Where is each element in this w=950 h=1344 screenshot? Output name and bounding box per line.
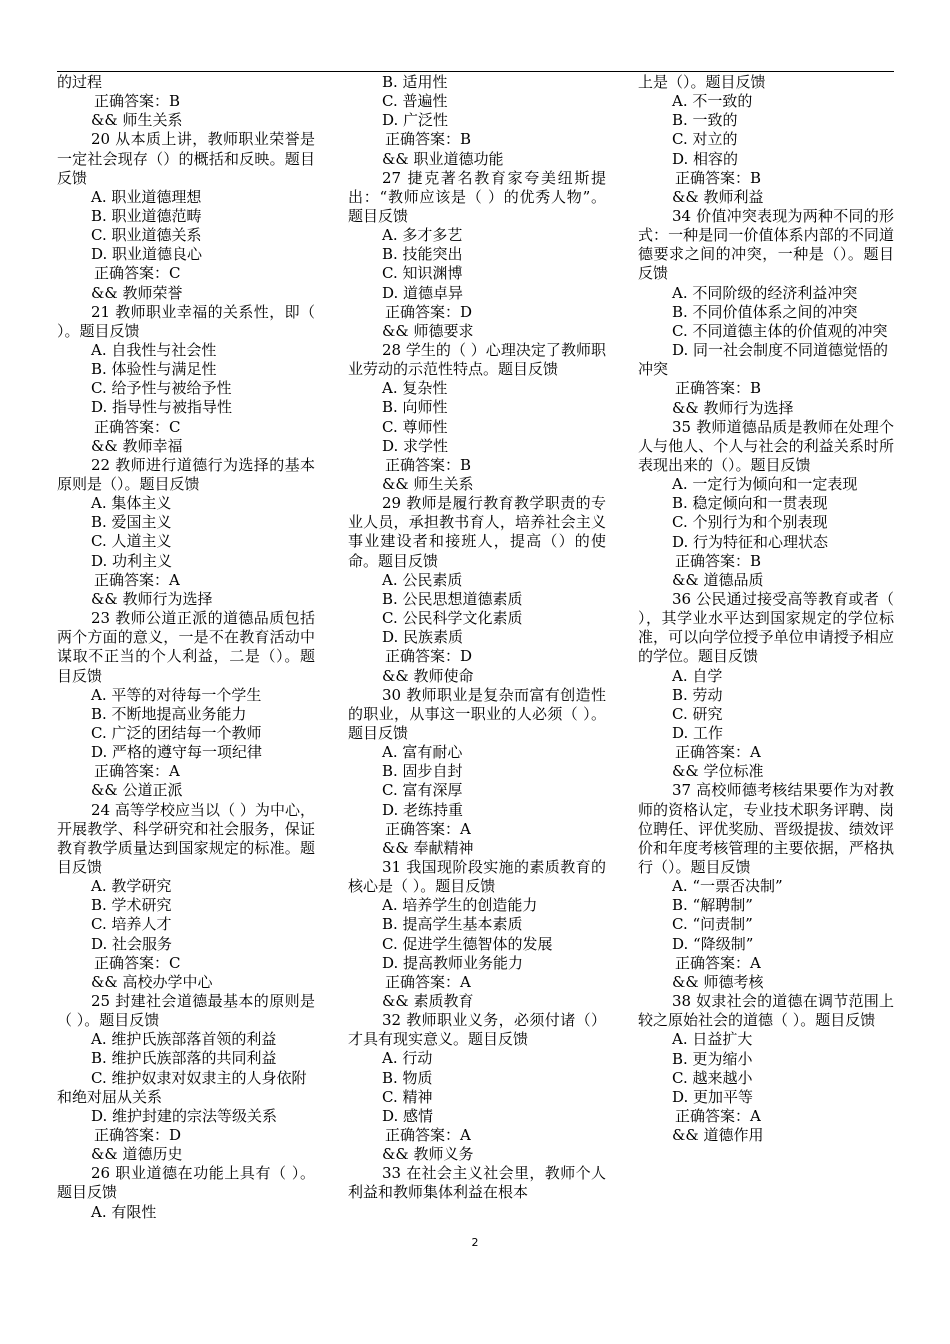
header-rule xyxy=(57,71,894,72)
option: B. 技能突出 xyxy=(382,245,463,264)
answer: 正确答案：B xyxy=(675,551,762,570)
option: A. 集体主义 xyxy=(91,494,172,513)
option: D. 广泛性 xyxy=(382,111,449,130)
answer: 正确答案：C xyxy=(94,953,181,972)
tag: && 教师行为选择 xyxy=(672,398,794,417)
option: B. 固步自封 xyxy=(382,762,463,781)
option: C. 尊师性 xyxy=(382,417,448,436)
option: A. 有限性 xyxy=(91,1202,157,1221)
option: A. 教学研究 xyxy=(91,877,172,896)
question-22: 22 教师进行道德行为选择的基本原则是（）。题目反馈 xyxy=(57,455,315,494)
question-25: 25 封建社会道德最基本的原则是（ ）。题目反馈 xyxy=(57,991,315,1030)
answer: 正确答案：C xyxy=(94,264,181,283)
option: C. 不同道德主体的价值观的冲突 xyxy=(672,321,888,340)
option: A. 不同阶级的经济利益冲突 xyxy=(672,283,858,302)
answer: 正确答案：A xyxy=(675,953,761,972)
option: D. “降级制” xyxy=(672,934,754,953)
answer: 正确答案：A xyxy=(675,1106,761,1125)
answer: 正确答案：A xyxy=(94,762,180,781)
option: C. 富有深厚 xyxy=(382,781,463,800)
option: B. 体验性与满足性 xyxy=(91,360,217,379)
option: D. 社会服务 xyxy=(91,934,173,953)
question-29: 29 教师是履行教育教学职责的专业人员，承担教书育人，培养社会主义事业建设者和接班人，提高（）的使命。题目反馈 xyxy=(348,494,606,570)
column-2 xyxy=(348,73,606,1203)
tag: && 道德作用 xyxy=(672,1126,764,1145)
continued-text: 的过程 xyxy=(57,73,103,91)
tag: && 教师幸福 xyxy=(91,436,183,455)
option: A. 职业道德理想 xyxy=(91,187,202,206)
option: A. 维护氏族部落首领的利益 xyxy=(91,1030,277,1049)
answer: 正确答案：B xyxy=(385,455,472,474)
answer: 正确答案：A xyxy=(385,1125,471,1144)
option: D. 道德卓异 xyxy=(382,283,464,302)
option: B. 提高学生基本素质 xyxy=(382,915,523,934)
option: A. 行动 xyxy=(382,1049,433,1068)
option: D. 感情 xyxy=(382,1106,434,1125)
option: B. 一致的 xyxy=(672,111,738,130)
option: D. 工作 xyxy=(672,724,724,742)
option: B. 劳动 xyxy=(672,685,723,704)
option: C. 广泛的团结每一个教师 xyxy=(91,723,262,742)
answer: 正确答案：D xyxy=(385,647,473,666)
answer: 正确答案：A xyxy=(385,972,471,991)
answer: 正确答案：B xyxy=(385,130,472,149)
option: D. 指导性与被指导性 xyxy=(91,398,233,417)
option: B. 稳定倾向和一贯表现 xyxy=(672,494,828,513)
option: C. 维护奴隶对奴隶主的人身依附和绝对屈从关系 xyxy=(57,1068,307,1106)
option: B. 爱国主义 xyxy=(91,513,172,532)
option: D. 同一社会制度不同道德觉悟的冲突 xyxy=(638,341,889,379)
option: D. 行为特征和心理状态 xyxy=(672,532,829,551)
answer: 正确答案：A xyxy=(385,819,471,838)
option: A. 多才多艺 xyxy=(382,226,463,245)
option: B. 维护氏族部落的共同利益 xyxy=(91,1049,277,1068)
option: A. 公民素质 xyxy=(382,570,463,589)
tag: && 职业道德功能 xyxy=(382,149,504,168)
option: A. 自我性与社会性 xyxy=(91,341,217,360)
option: C. 给予性与被给予性 xyxy=(91,379,232,398)
tag: && 素质教育 xyxy=(382,991,474,1010)
option: C. 研究 xyxy=(672,704,723,723)
question-27: 27 捷克著名教育家夸美纽斯提出：“教师应该是（ ）的优秀人物”。题目反馈 xyxy=(348,168,606,226)
option: B. 不同价值体系之间的冲突 xyxy=(672,302,858,321)
option: D. 更加平等 xyxy=(672,1087,754,1106)
column-1 xyxy=(57,73,315,1222)
option: C. 人道主义 xyxy=(91,532,172,551)
option: D. 提高教师业务能力 xyxy=(382,953,524,972)
question-26: 26 职业道德在功能上具有（ ）。题目反馈 xyxy=(57,1164,315,1202)
question-38: 38 奴隶社会的道德在调节范围上较之原始社会的道德（ ）。题目反馈 xyxy=(638,992,894,1030)
option: C. “问责制” xyxy=(672,915,753,934)
option: B. 适用性 xyxy=(382,73,448,91)
tag: && 道德历史 xyxy=(91,1145,183,1164)
option: A. 日益扩大 xyxy=(672,1030,753,1049)
question-33: 33 在社会主义社会里，教师个人利益和教师集体利益在根本 xyxy=(348,1164,606,1202)
option: B. 更为缩小 xyxy=(672,1049,753,1068)
question-37: 37 高校师德考核结果要作为对教师的资格认定，专业技术职务评聘、岗位聘任、评优奖励、晋级提拔、绩效评价和年度考核管理的主要依据，严格执行（）。题目反馈 xyxy=(638,781,894,877)
question-34: 34 价值冲突表现为两种不同的形式：一种是同一价值体系内部的不同道德要求之间的冲突，一种是（）。题目反馈 xyxy=(638,206,894,283)
tag: && 道德品质 xyxy=(672,570,764,589)
option: B. “解聘制” xyxy=(672,896,753,915)
option: C. 对立的 xyxy=(672,130,738,149)
option: A. 培养学生的创造能力 xyxy=(382,896,538,915)
answer: 正确答案：C xyxy=(94,417,181,436)
question-31: 31 我国现阶段实施的素质教育的核心是（ ）。题目反馈 xyxy=(348,857,606,896)
option: D. 职业道德良心 xyxy=(91,245,203,264)
question-30: 30 教师职业是复杂而富有创造性的职业，从事这一职业的人必须（ ）。题目反馈 xyxy=(348,685,606,742)
option: B. 向师性 xyxy=(382,398,448,417)
tag: && 高校办学中心 xyxy=(91,972,213,991)
option: A. 一定行为倾向和一定表现 xyxy=(672,475,858,494)
tag: && 教师利益 xyxy=(672,187,764,206)
option: A. 复杂性 xyxy=(382,379,448,398)
option: D. 民族素质 xyxy=(382,628,464,647)
option: B. 学术研究 xyxy=(91,896,172,915)
answer: 正确答案：A xyxy=(675,743,761,762)
option: C. 个别行为和个别表现 xyxy=(672,513,828,532)
option: A. 自学 xyxy=(672,666,723,685)
option: D. 严格的遵守每一项纪律 xyxy=(91,743,263,762)
continued-text: 上是（）。题目反馈 xyxy=(638,73,766,91)
tag: && 公道正派 xyxy=(91,781,183,800)
option: C. 知识渊博 xyxy=(382,264,463,283)
tag: && 师生关系 xyxy=(382,475,474,494)
tag: && 教师荣誉 xyxy=(91,283,183,302)
option: C. 培养人才 xyxy=(91,915,172,934)
option: B. 公民思想道德素质 xyxy=(382,589,523,608)
column-3 xyxy=(638,73,894,1145)
option: D. 维护封建的宗法等级关系 xyxy=(91,1106,278,1125)
tag: && 师生关系 xyxy=(91,111,183,130)
answer: 正确答案：D xyxy=(94,1126,182,1145)
tag: && 学位标准 xyxy=(672,762,764,781)
question-21: 21 教师职业幸福的关系性，即（ ）。题目反馈 xyxy=(57,302,315,340)
tag: && 奉献精神 xyxy=(382,838,474,857)
tag: && 师德考核 xyxy=(672,972,764,991)
answer: 正确答案：B xyxy=(94,92,181,111)
page-number: 2 xyxy=(471,1236,479,1249)
option: D. 老练持重 xyxy=(382,800,464,819)
tag: && 教师行为选择 xyxy=(91,589,213,608)
option: B. 物质 xyxy=(382,1068,433,1087)
option: A. 平等的对待每一个学生 xyxy=(91,685,262,704)
option: C. 职业道德关系 xyxy=(91,226,202,245)
answer: 正确答案：A xyxy=(94,570,180,589)
option: C. 公民科学文化素质 xyxy=(382,609,523,628)
option: D. 求学性 xyxy=(382,436,449,455)
tag: && 师德要求 xyxy=(382,321,474,340)
option: A. “一票否决制” xyxy=(672,877,783,896)
option: D. 功利主义 xyxy=(91,551,173,570)
question-32: 32 教师职业义务，必须付诸（）才具有现实意义。题目反馈 xyxy=(348,1011,606,1049)
answer: 正确答案：B xyxy=(675,168,762,187)
question-23: 23 教师公道正派的道德品质包括两个方面的意义，一是不在教育活动中谋取不正当的个人利益，二是（）。题目反馈 xyxy=(57,609,315,685)
tag: && 教师义务 xyxy=(382,1145,474,1164)
option: C. 精神 xyxy=(382,1087,433,1106)
question-35: 35 教师道德品质是教师在处理个人与他人、个人与社会的利益关系时所表现出来的（）。题目反馈 xyxy=(638,417,894,474)
option: D. 相容的 xyxy=(672,149,739,168)
option: B. 不断地提高业务能力 xyxy=(91,704,247,723)
question-20: 20 从本质上讲，教师职业荣誉是一定社会现存（）的概括和反映。题目反馈 xyxy=(57,130,315,187)
tag: && 教师使命 xyxy=(382,666,474,685)
option: B. 职业道德范畴 xyxy=(91,207,202,226)
option: A. 富有耐心 xyxy=(382,743,463,762)
answer: 正确答案：D xyxy=(385,302,473,321)
answer: 正确答案：B xyxy=(675,379,762,398)
option: C. 普遍性 xyxy=(382,92,448,111)
question-36: 36 公民通过接受高等教育或者（ ），其学业水平达到国家规定的学位标准，可以向学位授予单位申请授予相应的学位。题目反馈 xyxy=(638,589,894,666)
option: C. 越来越小 xyxy=(672,1068,753,1087)
question-24: 24 高等学校应当以（ ）为中心，开展教学、科学研究和社会服务，保证教育教学质量达到国家规定的标准。题目反馈 xyxy=(57,800,315,876)
option: C. 促进学生德智体的发展 xyxy=(382,934,553,953)
option: A. 不一致的 xyxy=(672,92,753,111)
question-28: 28 学生的（ ）心理决定了教师职业劳动的示范性特点。题目反馈 xyxy=(348,341,606,379)
